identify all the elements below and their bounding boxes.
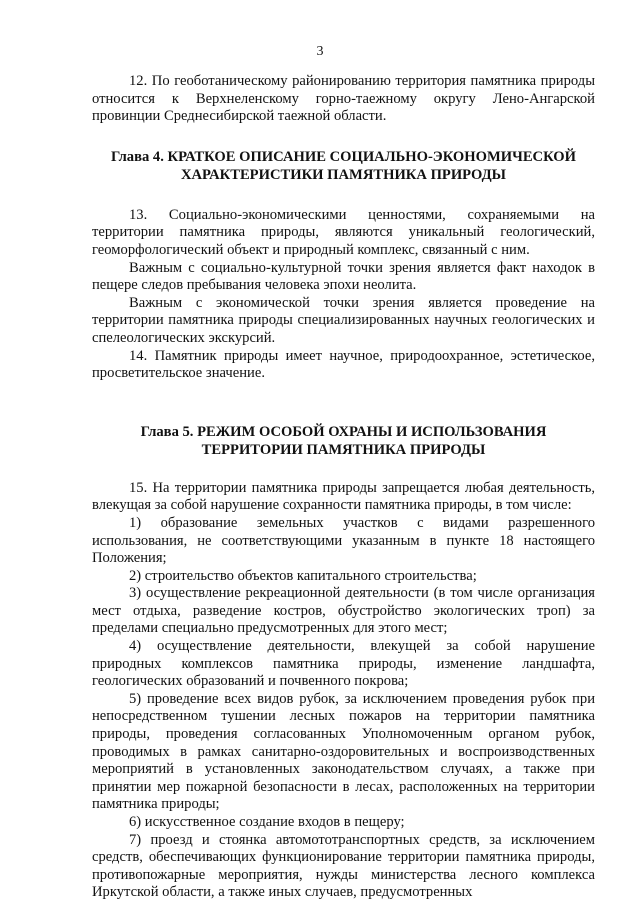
list-item-3: 3) осуществление рекреационной деятельности (в том числе организация мест отдыха, разведение костров, обустройство экологических троп) за пределами специально предусмотренных для этого мест;: [92, 585, 595, 637]
paragraph-social-cultural: Важным с социально-культурной точки зрения является факт находок в пещере следов пребывания человека эпохи неолита.: [92, 259, 595, 294]
chapter-5-title-line-1: Глава 5. РЕЖИМ ОСОБОЙ ОХРАНЫ И ИСПОЛЬЗОВАНИЯ: [140, 423, 547, 440]
paragraph-13: 13. Социально-экономическими ценностями, сохраняемыми на территории памятника природы, являются уникальный геологический, геоморфологический объект и природный комплекс, связанный с ним.: [92, 206, 595, 258]
paragraph-14: 14. Памятник природы имеет научное, природоохранное, эстетическое, просветительское значение.: [92, 347, 595, 382]
list-item-1: 1) образование земельных участков с видами разрешенного использования, не соответствующими указанным в пункте 18 настоящего Положения;: [92, 514, 595, 567]
chapter-5-title-line-2: ТЕРРИТОРИИ ПАМЯТНИКА ПРИРОДЫ: [201, 441, 486, 458]
list-item-5: 5) проведение всех видов рубок, за исключением проведения рубок при непосредственном тушении лесных пожаров на территории памятника природы, проведения согласованных Уполномоченным органом рубок, проводимых в рамках санитарно-оздоровительных и воспроизводственных мероприятий в установленных законодательством случаях, а также при принятии мер пожарной безопасности в лесах, расположенных на территории памятника природы;: [92, 690, 595, 813]
document-body: [92, 73, 595, 902]
chapter-4-title-line-2: ХАРАКТЕРИСТИКИ ПАМЯТНИКА ПРИРОДЫ: [180, 166, 507, 183]
paragraph-12: 12. По геоботаническому районированию территория памятника природы относится к Верхнеленскому горно-таежному округу Лено-Ангарской провинции Среднесибирской таежной области.: [92, 73, 595, 125]
list-item-2: 2) строительство объектов капитального строительства;: [129, 567, 477, 584]
list-item-4: 4) осуществление деятельности, влекущей за собой нарушение природных комплексов памятника природы, изменение ландшафта, геологических образований и почвенного покрова;: [92, 638, 595, 690]
chapter-4-heading: [92, 148, 595, 184]
chapter-4-title-line-1: Глава 4. КРАТКОЕ ОПИСАНИЕ СОЦИАЛЬНО-ЭКОНОМИЧЕСКОЙ: [110, 148, 577, 165]
page-number: 3: [316, 44, 324, 59]
paragraph-15: 15. На территории памятника природы запрещается любая деятельность, влекущая за собой нарушение сохранности памятника природы, в том числе:: [92, 479, 595, 514]
list-item-7: 7) проезд и стоянка автомототранспортных средств, за исключением средств, обеспечивающих функционирование территории памятника природы, противопожарные мероприятия, нужды министерства лесного комплекса Иркутской области, а также иных случаев, предусмотренных: [92, 831, 595, 901]
paragraph-economic: Важным с экономической точки зрения является проведение на территории памятника природы специализированных научных геологических и спелеологических экскурсий.: [92, 294, 595, 346]
list-item-6: 6) искусственное создание входов в пещеру;: [129, 814, 405, 830]
chapter-5-heading: [92, 423, 595, 459]
